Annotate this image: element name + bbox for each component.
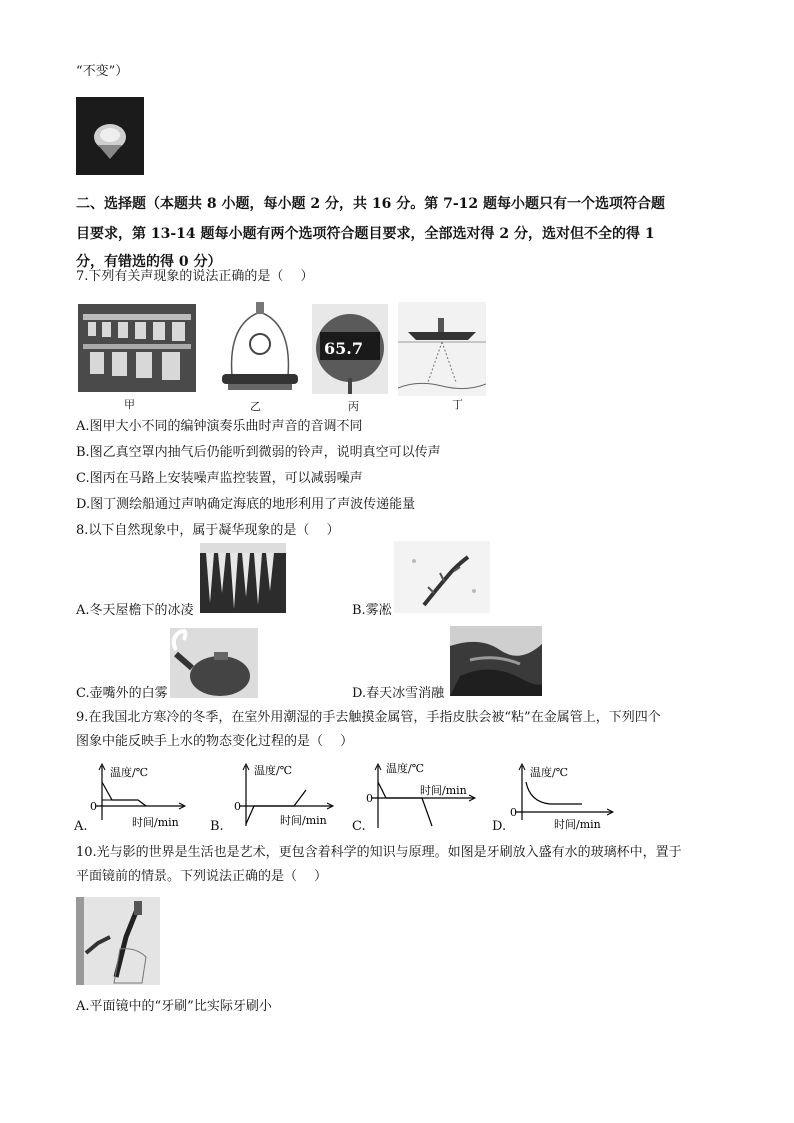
q8-option-b[interactable]: B.雾凇 — [352, 603, 392, 618]
q7-stem: 7.下列有关声现象的说法正确的是（ ） — [76, 269, 314, 284]
q7-option-d[interactable]: D.图丁测绘船通过声呐确定海底的地形利用了声波传递能量 — [76, 497, 416, 512]
origin-label: 0 — [510, 806, 517, 819]
graph-a-curve — [102, 782, 146, 806]
chime-bells-photo — [78, 304, 196, 392]
origin-label: 0 — [234, 800, 241, 813]
noise-monitor-photo — [312, 304, 388, 394]
q8-option-a[interactable]: A.冬天屋檐下的冰凌 — [76, 603, 194, 618]
section-heading-line: 二、选择题（本题共 8 小题，每小题 2 分，共 16 分。第 7-12 题每小题只有一个选项符合题 — [76, 196, 665, 212]
section-heading-line: 分，有错选的得 0 分） — [76, 254, 222, 270]
origin-label: 0 — [366, 792, 373, 805]
y-axis-label: 温度/℃ — [110, 766, 149, 779]
x-axis-label: 时间/min — [420, 784, 467, 797]
vacuum-bell-jar-photo — [214, 294, 306, 394]
graph-c — [350, 760, 480, 832]
x-axis-label: 时间/min — [554, 818, 601, 831]
caption-jia: 甲 — [124, 398, 135, 411]
melting-snow-photo — [450, 626, 542, 696]
y-axis-label: 温度/℃ — [530, 766, 569, 779]
q9-stem: 9.在我国北方寒冷的冬季，在室外用潮湿的手去触摸金属管，手指皮肤会被“粘”在金属管上，下列四个 — [76, 710, 661, 725]
sonar-ship-photo — [398, 302, 486, 396]
q7-option-a[interactable]: A.图甲大小不同的编钟演奏乐曲时声音的音调不同 — [76, 419, 363, 434]
q8-option-c[interactable]: C.壶嘴外的白雾 — [76, 686, 168, 701]
kettle-steam-photo — [170, 628, 258, 698]
toothbrush-mirror-photo — [76, 897, 160, 985]
y-axis-label: 温度/℃ — [386, 762, 425, 775]
x-axis-label: 时间/min — [132, 816, 179, 829]
x-axis-label: 时间/min — [280, 814, 327, 827]
q9-option-b[interactable]: B. — [210, 819, 224, 834]
q8-stem: 8.以下自然现象中，属于凝华现象的是（ ） — [76, 523, 340, 538]
caption-ding: 丁 — [452, 398, 463, 411]
caption-bing: 丙 — [348, 400, 359, 413]
q9-option-d[interactable]: D. — [492, 819, 507, 834]
caption-yi: 乙 — [250, 400, 261, 413]
graph-b — [208, 760, 338, 832]
q9-stem-continued: 图象中能反映手上水的物态变化过程的是（ ） — [76, 734, 354, 749]
section-heading — [76, 189, 665, 275]
q7-option-b[interactable]: B.图乙真空罩内抽气后仍能听到微弱的铃声，说明真空可以传声 — [76, 445, 441, 460]
graph-d-curve — [526, 782, 582, 804]
graph-a — [72, 760, 192, 832]
top-fragment: “不变”） — [76, 64, 129, 79]
q9-option-c[interactable]: C. — [352, 819, 366, 834]
origin-label: 0 — [90, 800, 97, 813]
sky-lantern-photo — [76, 97, 144, 175]
q8-option-d[interactable]: D.春天冰雪消融 — [352, 686, 445, 701]
graph-d — [490, 760, 620, 832]
icicles-photo — [200, 543, 286, 613]
q9-option-a[interactable]: A. — [74, 819, 88, 834]
section-heading-line: 目要求，第 13-14 题每小题有两个选项符合题目要求，全部选对得 2 分，选对但不全的得 1 — [76, 226, 655, 242]
q10-stem-continued: 平面镜前的情景。下列说法正确的是（ ） — [76, 869, 328, 884]
q7-option-c[interactable]: C.图丙在马路上安装噪声监控装置，可以减弱噪声 — [76, 471, 363, 486]
q10-option-a[interactable]: A.平面镜中的“牙刷”比实际牙刷小 — [76, 999, 272, 1014]
y-axis-label: 温度/℃ — [254, 764, 293, 777]
rime-photo — [394, 541, 490, 613]
meter-reading: 65.7 — [324, 339, 363, 358]
q10-stem: 10.光与影的世界是生活也是艺术，更包含着科学的知识与原理。如图是牙刷放入盛有水的玻璃杯中，置于 — [76, 845, 682, 860]
